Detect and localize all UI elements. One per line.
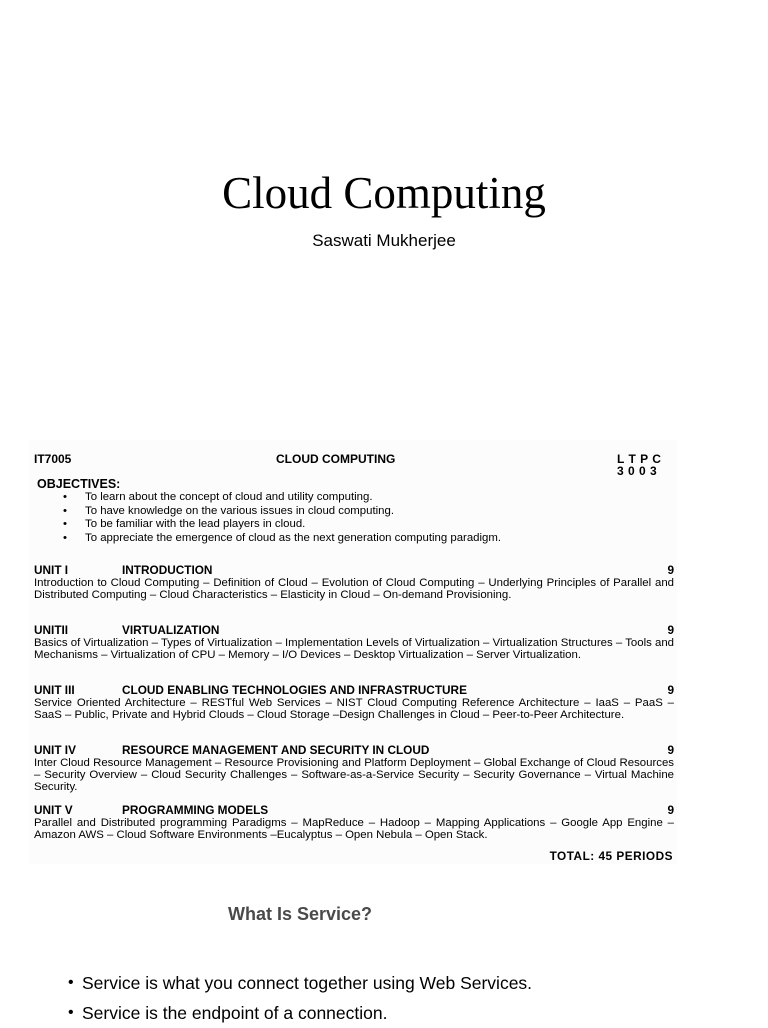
unit-header: [34, 744, 674, 757]
unit-number: UNIT III: [34, 683, 75, 697]
unit-hours: 9: [667, 563, 674, 577]
unit-header: [34, 624, 674, 637]
unit-hours: 9: [667, 623, 674, 637]
unit-block: [34, 564, 674, 601]
unit-header: [34, 684, 674, 697]
unit-name: INTRODUCTION: [122, 563, 213, 577]
syllabus-image: [29, 440, 677, 864]
unit-block: [34, 624, 674, 661]
unit-block: [34, 684, 674, 721]
unit-content: Parallel and Distributed programming Paradigms – MapReduce – Hadoop – Mapping Applications – Google App Engine – Amazon AWS – Cloud Software Environments –Eucalyptus – Open Nebula – Open Stack.: [34, 817, 674, 841]
author-name: Saswati Mukherjee: [312, 231, 456, 250]
course-title: CLOUD COMPUTING: [276, 452, 396, 466]
objectives-section: [37, 477, 667, 545]
objectives-list: [37, 491, 667, 545]
ltpc-block: [617, 453, 677, 477]
unit-name: CLOUD ENABLING TECHNOLOGIES AND INFRASTRUCTURE: [122, 683, 467, 697]
section-heading: What Is Service?: [228, 904, 373, 924]
bullet-item: • Service is the endpoint of a connection.: [68, 998, 532, 1028]
objective-item: • To learn about the concept of cloud and utility computing.: [37, 491, 667, 505]
unit-header: [34, 564, 674, 577]
unit-number: UNIT I: [34, 563, 69, 577]
unit-hours: 9: [667, 743, 674, 757]
unit-name: RESOURCE MANAGEMENT AND SECURITY IN CLOUD: [122, 743, 430, 757]
unit-name: VIRTUALIZATION: [122, 623, 220, 637]
unit-content: Service Oriented Architecture – RESTful Web Services – NIST Cloud Computing Reference Architecture – IaaS – PaaS – SaaS – Public, Private and Hybrid Clouds – Cloud Storage –Design Challenges in Cloud – Peer-to-Peer Architecture.: [34, 697, 674, 721]
unit-hours: 9: [667, 803, 674, 817]
unit-hours: 9: [667, 683, 674, 697]
ltpc-values: 3 0 0 3: [617, 464, 658, 478]
slide-title: Cloud Computing: [222, 168, 546, 218]
total-periods: TOTAL: 45 PERIODS: [549, 849, 673, 863]
unit-number: UNITII: [34, 623, 69, 637]
bullet-list: [68, 968, 532, 1028]
unit-number: UNIT V: [34, 803, 73, 817]
unit-block: [34, 744, 674, 793]
bullet-item: • Service is what you connect together using Web Services.: [68, 968, 532, 998]
unit-number: UNIT IV: [34, 743, 76, 757]
unit-name: PROGRAMMING MODELS: [122, 803, 269, 817]
objective-item: • To have knowledge on the various issues in cloud computing.: [37, 505, 667, 519]
unit-content: Introduction to Cloud Computing – Definition of Cloud – Evolution of Cloud Computing – Underlying Principles of Parallel and Distributed Computing – Cloud Characteristics – Elasticity in Cloud – On-demand Provisioning.: [34, 577, 674, 601]
unit-content: Inter Cloud Resource Management – Resource Provisioning and Platform Deployment – Global Exchange of Cloud Resources – Security Overview – Cloud Security Challenges – Software-as-a-Service Security – Security Governance – Virtual Machine Security.: [34, 757, 674, 793]
objective-item: • To be familiar with the lead players in cloud.: [37, 518, 667, 532]
objectives-heading: OBJECTIVES:: [37, 477, 121, 491]
unit-header: [34, 804, 674, 817]
ltpc-letters: L T P C: [617, 452, 662, 466]
objective-item: • To appreciate the emergence of cloud as the next generation computing paradigm.: [37, 532, 667, 546]
unit-content: Basics of Virtualization – Types of Virtualization – Implementation Levels of Virtualization – Virtualization Structures – Tools and Mechanisms – Virtualization of CPU – Memory – I/O Devices – Desktop Virtualization – Server Virtualization.: [34, 637, 674, 661]
course-code: IT7005: [34, 452, 72, 466]
unit-block: [34, 804, 674, 841]
